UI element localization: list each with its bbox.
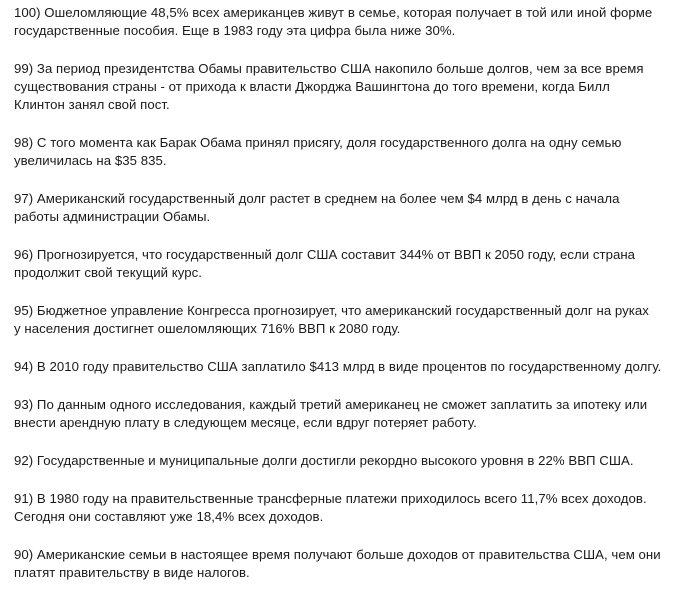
text-line: продолжит свой текущий курс.: [14, 265, 203, 280]
text-line: 98) С того момента как Барак Обама принял присягу, доля государственного долга на одну семью: [14, 135, 622, 150]
text-line: 91) В 1980 году на правительственные трансферные платежи приходилось всего 11,7% всех доходов.: [14, 491, 647, 506]
fact-91: [14, 490, 698, 526]
fact-92: [14, 452, 698, 470]
fact-99: [14, 60, 698, 114]
document-body: [14, 4, 698, 602]
text-line: существования страны - от прихода к власти Джорджа Вашингтона до того времени, когда Билл: [14, 79, 610, 94]
fact-90: [14, 546, 698, 582]
text-line: 94) В 2010 году правительство США заплатило $413 млрд в виде процентов по государственному долгу.: [14, 359, 662, 374]
text-line: работы администрации Обамы.: [14, 209, 211, 224]
text-line: внести арендную плату в следующем месяце, если вдруг потеряет работу.: [14, 415, 477, 430]
fact-97: [14, 190, 698, 226]
text-line: 95) Бюджетное управление Конгресса прогнозирует, что американский государственный долг на руках: [14, 303, 649, 318]
text-line: Клинтон занял свой пост.: [14, 97, 170, 112]
text-line: у населения достигнет ошеломляющих 716% ВВП к 2080 году.: [14, 321, 401, 336]
fact-94: [14, 358, 698, 376]
text-line: 97) Американский государственный долг растет в среднем на более чем $4 млрд в день с начала: [14, 191, 620, 206]
fact-98: [14, 134, 698, 170]
fact-95: [14, 302, 698, 338]
fact-93: [14, 396, 698, 432]
fact-100: [14, 4, 698, 40]
text-line: 92) Государственные и муниципальные долги достигли рекордно высокого уровня в 22% ВВП США.: [14, 453, 634, 468]
text-line: 90) Американские семьи в настоящее время получают больше доходов от правительства США, чем они: [14, 547, 661, 562]
text-line: платят правительству в виде налогов.: [14, 565, 250, 580]
text-line: государственные пособия. Еще в 1983 году эта цифра была ниже 30%.: [14, 23, 456, 38]
text-line: 93) По данным одного исследования, каждый третий американец не сможет заплатить за ипотеку или: [14, 397, 648, 412]
text-line: увеличилась на $35 835.: [14, 153, 167, 168]
text-line: 100) Ошеломляющие 48,5% всех американцев живут в семье, которая получает в той или иной форме: [14, 5, 653, 20]
text-line: 96) Прогнозируется, что государственный долг США составит 344% от ВВП к 2050 году, если страна: [14, 247, 636, 262]
text-line: Сегодня они составляют уже 18,4% всех доходов.: [14, 509, 324, 524]
fact-96: [14, 246, 698, 282]
text-line: 99) За период президентства Обамы правительство США накопило больше долгов, чем за все время: [14, 61, 644, 76]
